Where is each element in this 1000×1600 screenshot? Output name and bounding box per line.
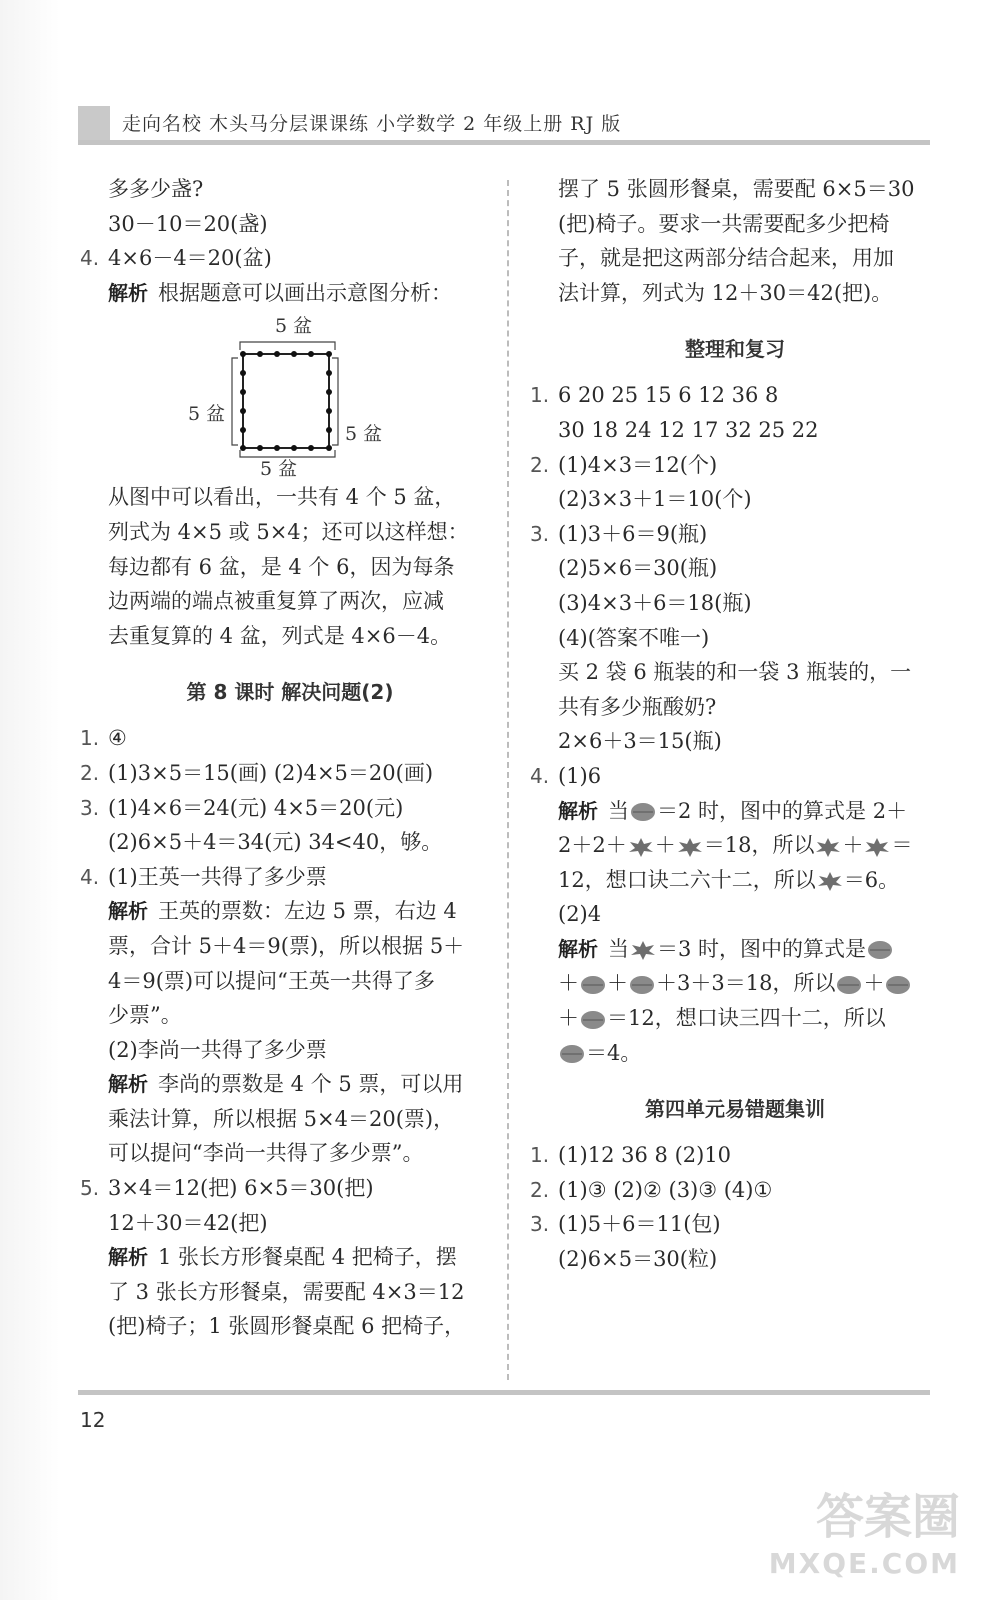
review-1 <box>530 378 940 413</box>
analysis-tag: 解析 <box>108 280 148 305</box>
question-number: 4. <box>80 246 100 271</box>
text: ＋ <box>558 971 579 996</box>
text-line: (2)4 <box>558 902 602 927</box>
round-leaf-icon <box>628 974 656 996</box>
answer-text: (1)3＋6＝9(瓶) <box>558 521 708 546</box>
maple-leaf-icon <box>627 836 655 858</box>
answer-text: (1)6 <box>558 763 602 788</box>
text-line: 30 18 24 12 17 32 25 22 <box>558 417 819 442</box>
text-line: (3)4×3＋6＝18(瓶) <box>558 590 752 615</box>
question-number: 1. <box>530 1143 550 1168</box>
round-leaf-icon <box>884 974 912 996</box>
question-5 <box>80 1171 500 1206</box>
analysis-text: 王英的票数：左边 5 票，右边 4 <box>158 899 457 924</box>
analysis-line <box>530 932 940 967</box>
analysis-text: 1 张长方形餐桌配 4 把椅子，摆 <box>158 1245 457 1270</box>
page-number: 12 <box>80 1408 106 1432</box>
error-1 <box>530 1138 940 1173</box>
text: ＝18，所以 <box>703 833 815 858</box>
brace-left <box>232 358 238 445</box>
question-number: 3. <box>530 521 550 546</box>
analysis-tag: 解析 <box>558 936 598 961</box>
text: ＋3＋3＝18，所以 <box>656 971 836 996</box>
answer-text: (1)王英一共得了多少票 <box>108 864 327 889</box>
round-leaf-icon <box>629 801 657 823</box>
header-title: 走向名校 木头马分层课课练 小学数学 2 年级上册 RJ 版 <box>122 113 622 135</box>
question-number: 1. <box>80 726 100 751</box>
analysis-line <box>80 276 500 311</box>
header-block <box>78 106 110 140</box>
question-number: 3. <box>530 1212 550 1237</box>
maple-leaf-icon <box>629 939 657 961</box>
text: ＋ <box>654 833 676 858</box>
maple-leaf-icon <box>863 836 891 858</box>
label-top: 5 盆 <box>275 315 313 338</box>
text: ＝ <box>891 833 913 858</box>
text-line: 少票”。 <box>108 1003 182 1028</box>
label-right: 5 盆 <box>345 423 383 446</box>
answer-text: 4×6－4＝20(盆) <box>108 246 272 271</box>
answer-text: 6 20 25 15 6 12 36 8 <box>558 383 779 408</box>
pots-diagram <box>140 310 440 480</box>
section-title: 第 8 课时 解决问题(2) <box>186 680 394 705</box>
error-3 <box>530 1207 940 1242</box>
error-2 <box>530 1173 940 1208</box>
text-line: 从图中可以看出，一共有 4 个 5 盆， <box>108 485 456 510</box>
text-line: 每边都有 6 盆，是 4 个 6，因为每条 <box>108 554 455 579</box>
question-1 <box>80 721 500 756</box>
question-3 <box>80 791 500 826</box>
text: 当 <box>608 798 629 823</box>
text-line: (4)(答案不唯一) <box>558 625 710 650</box>
right-column <box>530 172 940 1277</box>
brace-top <box>240 342 335 350</box>
text-line: 乘法计算，所以根据 5×4＝20(票)， <box>108 1106 455 1131</box>
text: ＝6。 <box>843 867 900 892</box>
analysis-line <box>530 794 940 829</box>
text-line: 多多少盏? <box>108 177 204 201</box>
question-2 <box>80 756 500 791</box>
round-leaf-icon <box>579 974 607 996</box>
watermark-title: 答案圈 <box>815 1489 960 1545</box>
analysis-tag: 解析 <box>108 899 148 924</box>
analysis-tag: 解析 <box>108 1245 148 1270</box>
text: 12，想口诀二六十二，所以 <box>558 867 816 892</box>
text-line: 买 2 袋 6 瓶装的和一袋 3 瓶装的，一 <box>558 660 912 685</box>
question-4 <box>80 241 500 276</box>
text-line: 去重复算的 4 盆，列式是 4×6－4。 <box>108 623 452 648</box>
text: ＝4。 <box>586 1040 642 1065</box>
analysis-tag: 解析 <box>558 798 598 823</box>
text: 2＋2＋ <box>558 833 627 858</box>
review-4 <box>530 759 940 794</box>
analysis-text: 根据题意可以画出示意图分析： <box>158 280 452 305</box>
text-line: (2)3×3＋1＝10(个) <box>558 487 752 512</box>
maple-leaf-icon <box>816 870 844 892</box>
text: ＋ <box>558 1006 579 1031</box>
round-leaf-icon <box>558 1043 586 1065</box>
label-bottom: 5 盆 <box>260 458 298 481</box>
text-line <box>530 1036 940 1071</box>
text-line: 了 3 张长方形餐桌，需要配 4×3＝12 <box>108 1279 465 1304</box>
answer-text: (1)5＋6＝11(包) <box>558 1212 721 1237</box>
text: ＋ <box>842 833 864 858</box>
question-number: 4. <box>530 763 550 788</box>
text-line: (把)椅子；1 张圆形餐桌配 6 把椅子， <box>108 1314 466 1339</box>
label-left: 5 盆 <box>188 403 226 426</box>
watermark-url: MXQE.COM <box>768 1547 960 1580</box>
section-title: 整理和复习 <box>685 337 785 362</box>
analysis-text: 李尚的票数是 4 个 5 票，可以用 <box>158 1072 464 1097</box>
answer-text: ④ <box>108 726 127 751</box>
text: ＝2 时，图中的算式是 2＋ <box>657 798 908 823</box>
text-line: (2)5×6＝30(瓶) <box>558 556 718 581</box>
analysis-line <box>80 894 500 929</box>
text-line <box>530 828 940 863</box>
text-line <box>530 966 940 1001</box>
text: ＝12，想口诀三四十二，所以 <box>607 1006 886 1031</box>
text: ＝3 时，图中的算式是 <box>657 936 867 961</box>
answer-text: (1)4×6＝24(元) 4×5＝20(元) <box>108 795 404 820</box>
text: 当 <box>608 936 629 961</box>
text-line <box>530 863 940 898</box>
answer-text: (1)3×5＝15(画) (2)4×5＝20(画) <box>108 760 434 785</box>
pot-dots <box>240 351 332 451</box>
brace-bottom <box>240 450 335 457</box>
text-line: (2)6×5＋4＝34(元) 34<40，够。 <box>108 830 443 855</box>
page-edge <box>0 0 60 1600</box>
round-leaf-icon <box>866 939 894 961</box>
answer-text: (1)12 36 8 (2)10 <box>558 1143 732 1168</box>
header-rule <box>78 140 930 145</box>
text-line: 可以提问“李尚一共得了多少票”。 <box>108 1141 424 1166</box>
text-line: 子，就是把这两部分结合起来，用加 <box>558 246 894 271</box>
text-line: (把)椅子。要求一共需要配多少把椅 <box>558 211 890 236</box>
round-leaf-icon <box>835 974 863 996</box>
analysis-line <box>80 1240 500 1275</box>
question-number: 2. <box>530 452 550 477</box>
question-4b <box>80 860 500 895</box>
column-divider <box>507 180 509 1380</box>
square-diagram <box>80 310 500 480</box>
text-line: 列式为 4×5 或 5×4；还可以这样想： <box>108 519 469 544</box>
question-number: 2. <box>80 760 100 785</box>
answer-text: (1)③ (2)② (3)③ (4)① <box>558 1177 773 1202</box>
maple-leaf-icon <box>814 836 842 858</box>
round-leaf-icon <box>579 1009 607 1031</box>
analysis-line <box>80 1067 500 1102</box>
review-3 <box>530 517 940 552</box>
analysis-tag: 解析 <box>108 1072 148 1097</box>
text-line <box>530 1001 940 1036</box>
brace-right <box>332 358 338 445</box>
question-number: 4. <box>80 864 100 889</box>
maple-leaf-icon <box>676 836 704 858</box>
question-number: 5. <box>80 1176 100 1201</box>
text-line: (2)6×5＝30(粒) <box>558 1247 718 1272</box>
left-column <box>80 172 500 1344</box>
text-line: (2)李尚一共得了多少票 <box>108 1037 327 1062</box>
question-number: 3. <box>80 795 100 820</box>
text-line: 共有多少瓶酸奶? <box>558 694 717 719</box>
text-line: 边两端的端点被重复算了两次，应减 <box>108 589 444 614</box>
answer-text: (1)4×3＝12(个) <box>558 452 718 477</box>
section-title: 第四单元易错题集训 <box>645 1097 825 1122</box>
text-line: 票，合计 5＋4＝9(票)，所以根据 5＋ <box>108 933 465 958</box>
text-line: 12＋30＝42(把) <box>108 1210 268 1235</box>
text-line: 2×6＋3＝15(瓶) <box>558 729 722 754</box>
answer-text: 3×4＝12(把) 6×5＝30(把) <box>108 1176 374 1201</box>
footer-rule <box>78 1390 930 1395</box>
review-2 <box>530 448 940 483</box>
text-line: 法计算，列式为 12＋30＝42(把)。 <box>558 280 893 305</box>
text-line: 4＝9(票)可以提问“王英一共得了多 <box>108 968 435 993</box>
text: ＋ <box>863 971 885 996</box>
text-line: 摆了 5 张圆形餐桌，需要配 6×5＝30 <box>558 177 915 201</box>
question-number: 1. <box>530 383 550 408</box>
question-number: 2. <box>530 1177 550 1202</box>
watermark <box>769 1478 960 1580</box>
text-line: 30－10＝20(盏) <box>108 211 268 236</box>
square-border <box>243 354 329 448</box>
text: ＋ <box>607 971 628 996</box>
